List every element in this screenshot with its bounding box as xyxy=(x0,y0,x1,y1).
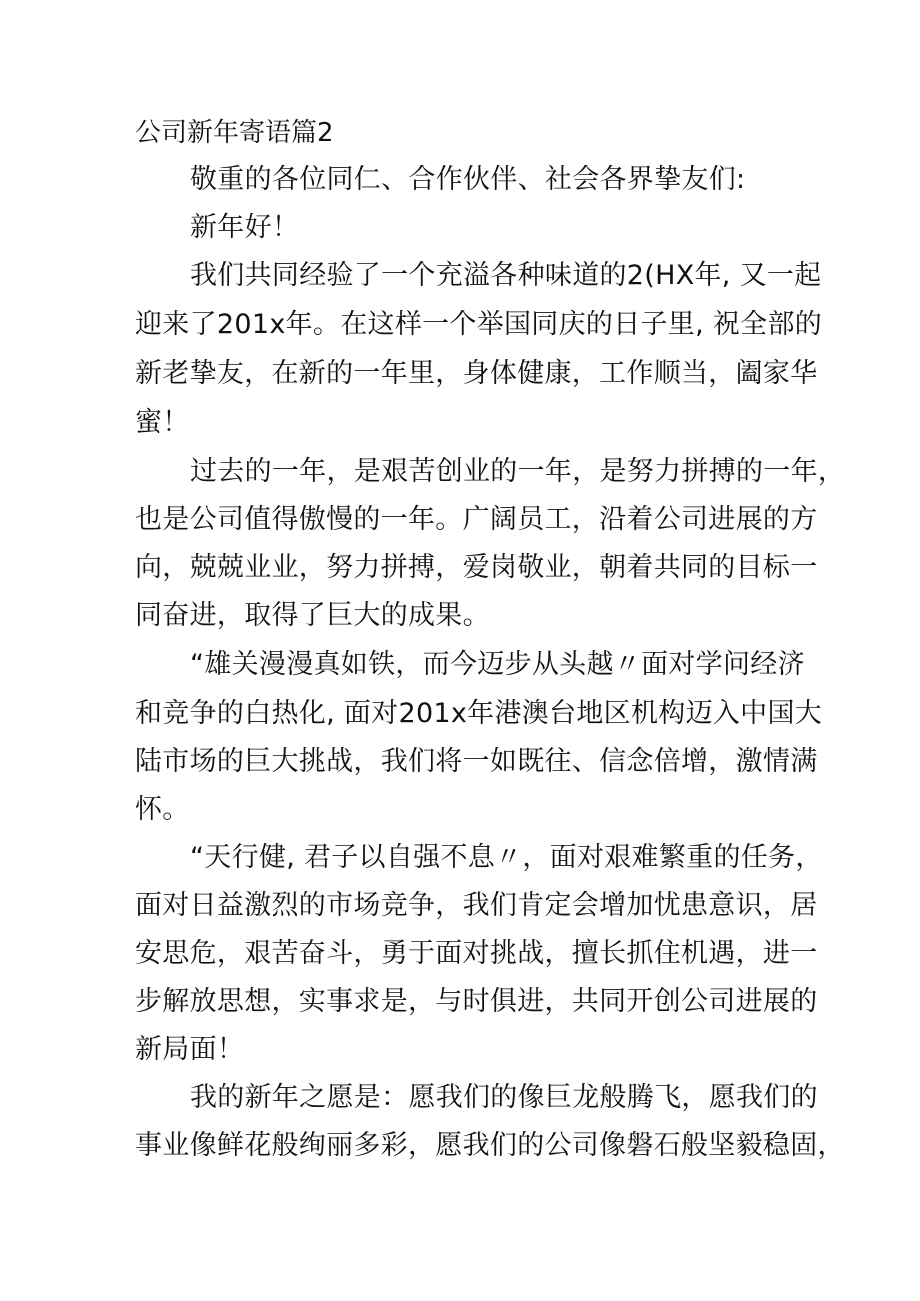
paragraph-3-line-2: 和竞争的白热化, 面对201x年港澳台地区机构迈入中国大 xyxy=(135,698,823,729)
paragraph-1-line-3: 新老挚友，在新的一年里，身体健康，工作顺当，阖家华 xyxy=(135,358,818,389)
greeting: 新年好！ xyxy=(190,212,300,243)
paragraph-5-line-2: 事业像鲜花般绚丽多彩，愿我们的公司像磐石般坚毅稳固， xyxy=(135,1130,845,1161)
paragraph-1-line-2: 迎来了201x年。在这样一个举国同庆的日子里, 祝全部的 xyxy=(135,309,823,340)
paragraph-2-line-2: 也是公司值得傲慢的一年。广阔员工，沿着公司进展的方 xyxy=(135,504,818,535)
paragraph-4-line-5: 新局面！ xyxy=(135,1034,245,1065)
paragraph-4-line-1: “天行健, 君子以自强不息〃，面对艰难繁重的任务， xyxy=(190,842,823,873)
paragraph-2-line-4: 同奋进，取得了巨大的成果。 xyxy=(135,600,490,631)
paragraph-1-line-4: 蜜！ xyxy=(135,407,190,438)
paragraph-3-line-4: 怀。 xyxy=(135,794,190,825)
paragraph-4-line-2: 面对日益激烈的市场竞争，我们肯定会增加忧患意识，居 xyxy=(135,890,818,921)
salutation: 敬重的各位同仁、合作伙伴、社会各界挚友们: xyxy=(190,164,746,195)
paragraph-3-line-3: 陆市场的巨大挑战，我们将一如既往、信念倍增，激情满 xyxy=(135,746,818,777)
paragraph-1-line-1: 我们共同经验了一个充溢各种味道的2(HX年, 又一起 xyxy=(190,260,822,291)
paragraph-4-line-3: 安思危，艰苦奋斗，勇于面对挑战，擅长抓住机遇，进一 xyxy=(135,938,818,969)
paragraph-2-line-1: 过去的一年，是艰苦创业的一年，是努力拼搏的一年， xyxy=(190,456,846,487)
paragraph-2-line-3: 向，兢兢业业，努力拼搏，爱岗敬业，朝着共同的目标一 xyxy=(135,552,818,583)
paragraph-4-line-4: 步解放思想，实事求是，与时俱进，共同开创公司进展的 xyxy=(135,986,818,1017)
document-title: 公司新年寄语篇2 xyxy=(135,118,334,148)
paragraph-5-line-1: 我的新年之愿是：愿我们的像巨龙般腾飞，愿我们的 xyxy=(190,1082,818,1113)
paragraph-3-line-1: “雄关漫漫真如铁，而今迈步从头越〃面对学问经济 xyxy=(190,649,805,680)
